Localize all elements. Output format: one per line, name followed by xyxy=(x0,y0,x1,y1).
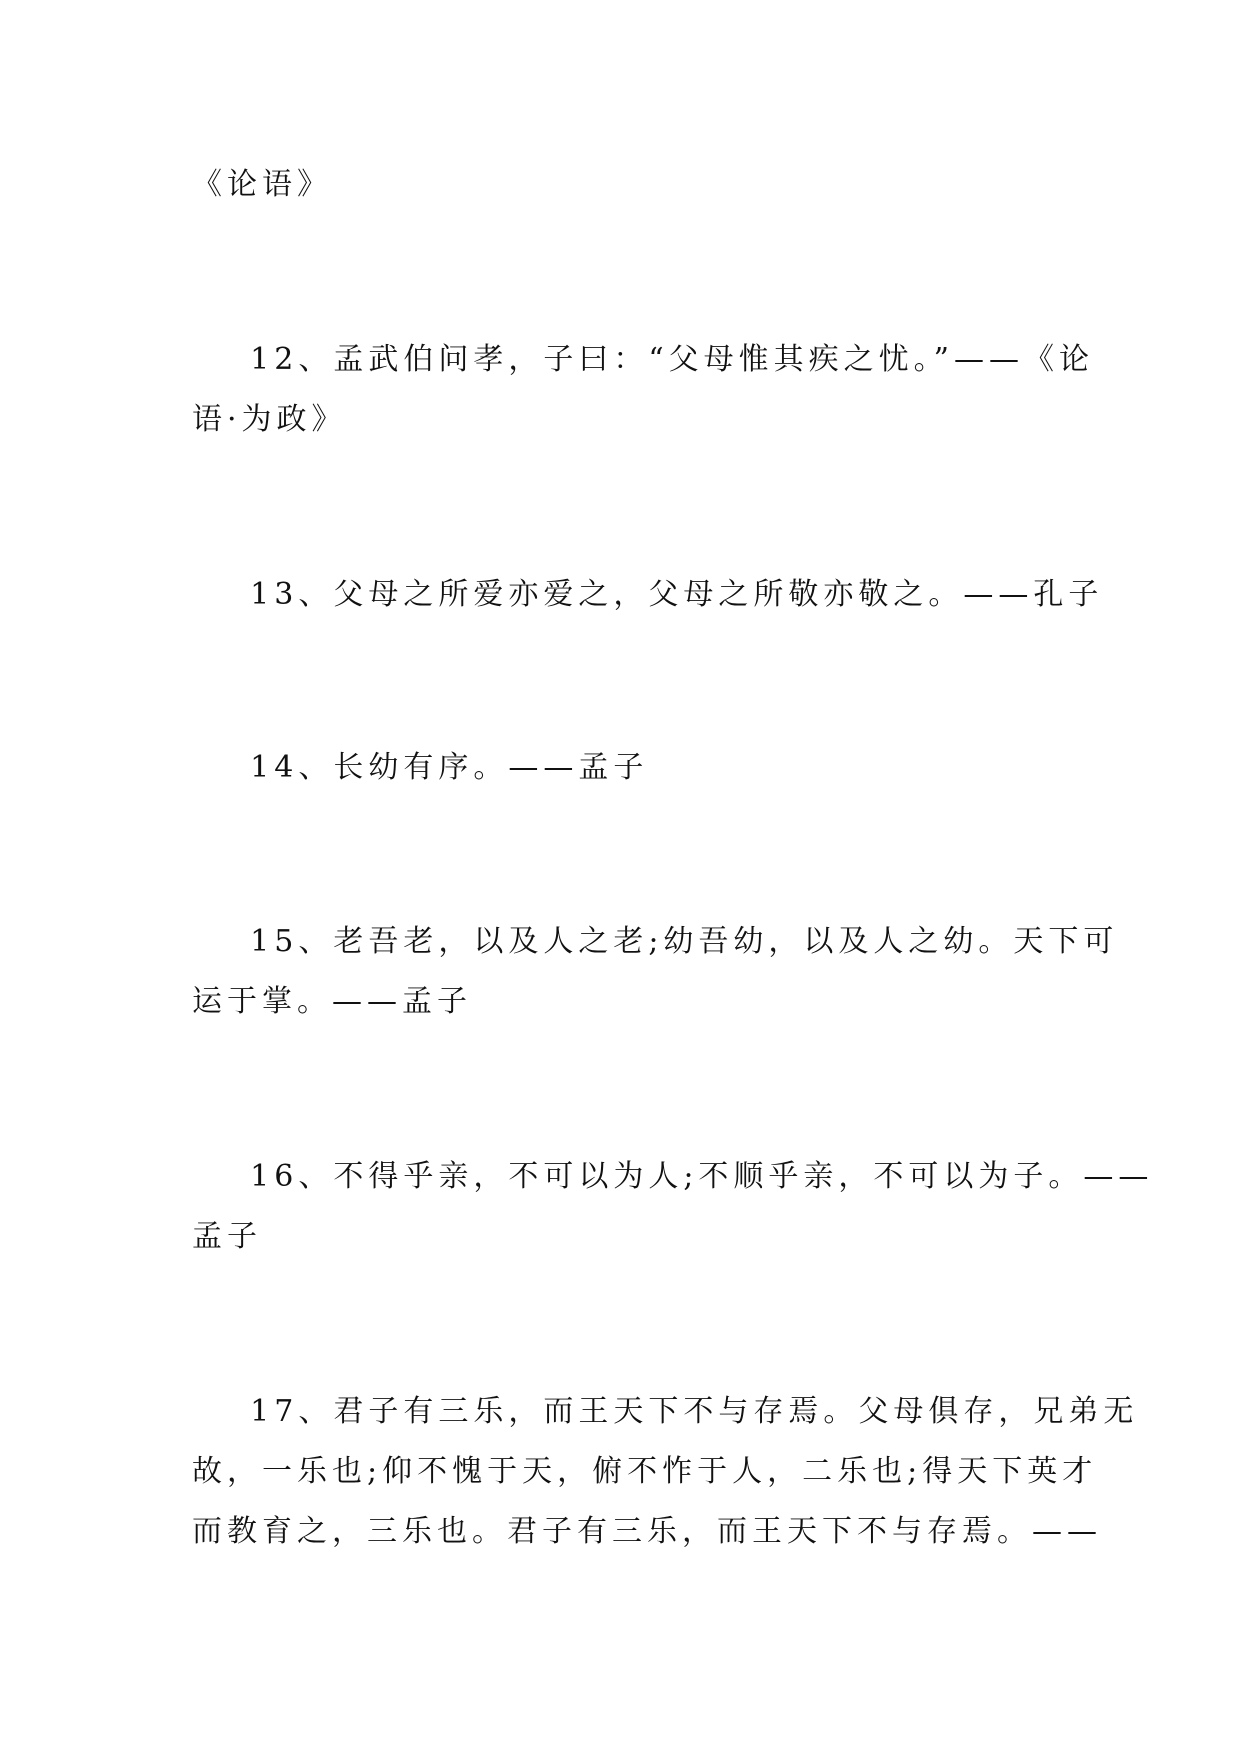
text-line: 孟子 xyxy=(192,1219,262,1254)
text-line: 17、君子有三乐，而王天下不与存焉。父母俱存，兄弟无 xyxy=(192,1394,1139,1429)
text-line: 13、父母之所爱亦爱之，父母之所敬亦敬之。——孔子 xyxy=(192,577,1104,612)
text-line: 而教育之，三乐也。君子有三乐，而王天下不与存焉。—— xyxy=(192,1514,1102,1549)
text-line: 故，一乐也;仰不愧于天，俯不怍于人，二乐也;得天下英才 xyxy=(192,1454,1098,1489)
text-line: 12、孟武伯问孝，子曰：“父母惟其疾之忧。”——《论 xyxy=(192,342,1094,377)
text-line: 语·为政》 xyxy=(192,402,347,437)
text-line: 14、长幼有序。——孟子 xyxy=(192,750,649,785)
text-line: 16、不得乎亲，不可以为人;不顺乎亲，不可以为子。—— xyxy=(192,1159,1154,1194)
text-line: 《论语》 xyxy=(192,167,332,202)
text-line: 15、老吾老，以及人之老;幼吾幼，以及人之幼。天下可 xyxy=(192,924,1119,959)
text-line: 运于掌。——孟子 xyxy=(192,984,472,1019)
